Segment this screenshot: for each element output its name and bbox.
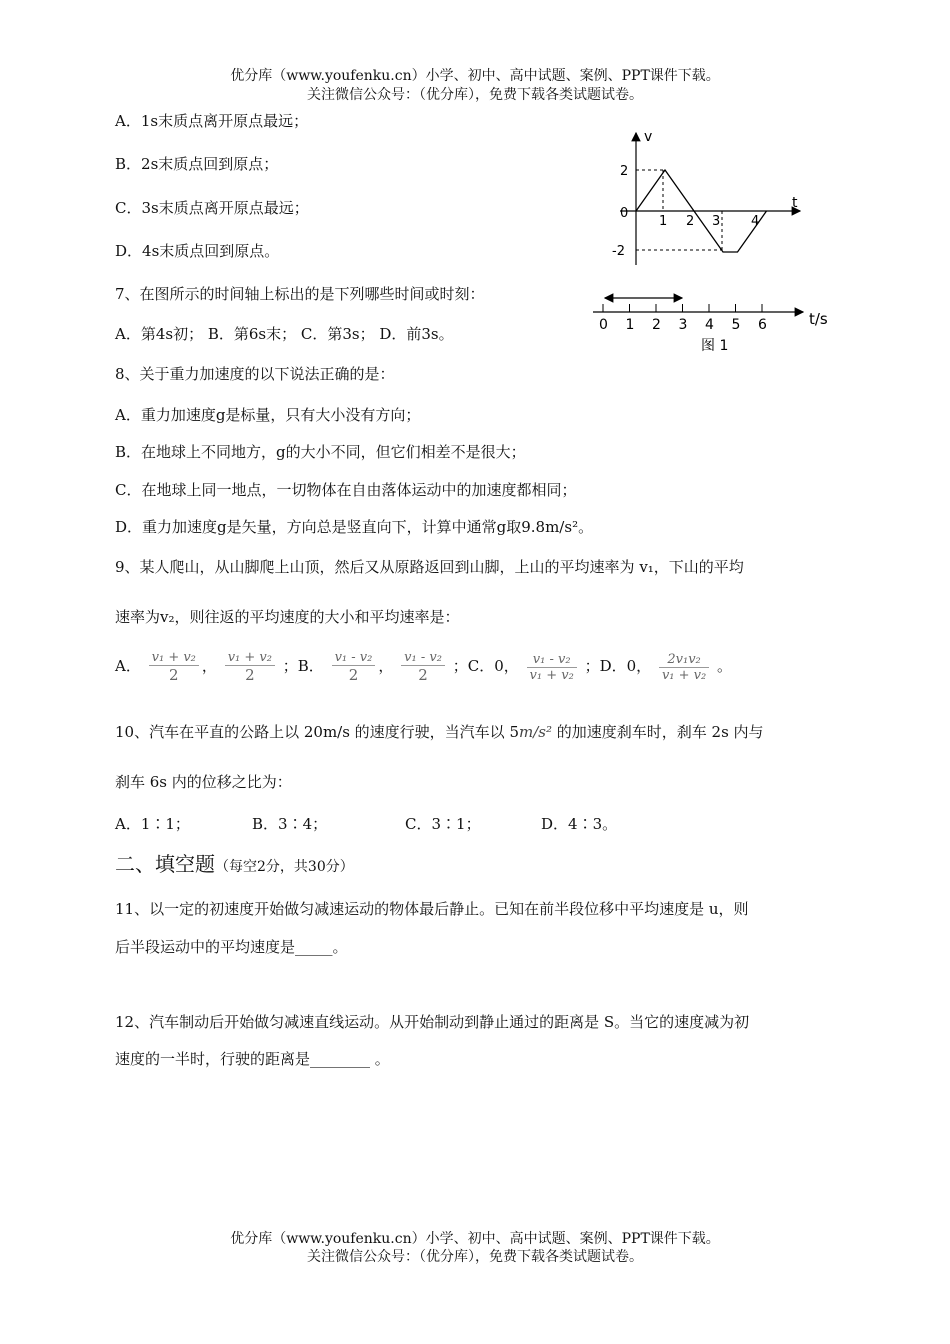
q10-option-a: A．1∶1； [115, 815, 190, 833]
timeline-ticks [599, 304, 767, 333]
q7-options: A．第4s初； B．第6s末； C．第3s； D．前3s。 [115, 325, 454, 343]
q9-c-frac: $\frac{\text{v₁ - v₂}}{\text{v₁ + v₂}}$ [527, 652, 577, 683]
timeline-tick-label: 1 [625, 317, 635, 333]
y-tick-2: 2 [620, 164, 629, 179]
q9-options: A． $\frac{\text{v₁ + v₂}}{2}$ ， $\frac{\text{v₁ + v₂}}{2}$ ；B． $\frac{\text{v₁ - v₂}}{2}$ ， $\frac{\text{v₁ - v₂}}{2}$ ；C．0， $\frac{\text{v₁ - v₂}}{\text{v₁ + v₂}}$ ；D．0， $\frac{\text{2v₁v₂}}{\text{v₁ + v₂}}$ 。 [115, 650, 733, 684]
q9-b-frac-2: $\frac{\text{v₁ - v₂}}{2}$ [401, 650, 445, 684]
timeline-tick-label: 5 [731, 317, 741, 333]
q9-b-frac-1: $\frac{\text{v₁ - v₂}}{2}$ [332, 650, 376, 684]
timeline-figure [585, 288, 835, 360]
q6-option-d: D．4s末质点回到原点。 [115, 242, 280, 260]
q10-line-1: 10、汽车在平直的公路上以 20m/s 的速度行驶，当汽车以 5m/s² 的加速度刹车时，刹车 2s 内与 [115, 723, 764, 741]
q12-line-2: 速度的一半时，行驶的距离是________ 。 [115, 1050, 390, 1068]
timeline-caption: 图 1 [701, 338, 729, 354]
q8-option-b: B．在地球上不同地方，g的大小不同，但它们相差不是很大； [115, 443, 526, 461]
q9-label-a: A． [115, 657, 141, 675]
section-title: 二、填空题（每空2分，共30分） [115, 852, 354, 876]
q10-option-b: B．3∶4； [252, 815, 328, 833]
timeline-tick-label: 3 [678, 317, 688, 333]
q9-label-b: ；B． [282, 657, 324, 675]
q10-option-d: D．4∶3。 [541, 815, 618, 833]
t-axis-label: t [792, 195, 798, 211]
timeline-tick-label: 4 [705, 317, 714, 333]
q11-line-2: 后半段运动中的平均速度是_____。 [115, 938, 348, 956]
timeline-unit: t/s [809, 310, 828, 328]
q9-line-1: 9、某人爬山，从山脚爬上山顶，然后又从原路返回到山脚，上山的平均速率为 v₁，下山的平均 [115, 558, 744, 576]
q6-option-a: A．1s末质点离开原点最远； [115, 112, 309, 130]
q9-line-2: 速率为v₂，则往返的平均速度的大小和平均速率是： [115, 608, 460, 626]
q8-text: 8、关于重力加速度的以下说法正确的是： [115, 365, 395, 383]
timeline-tick-label: 6 [758, 317, 767, 333]
q12-line-1: 12、汽车制动后开始做匀减速直线运动。从开始制动到静止通过的距离是 S。当它的速度减为初 [115, 1013, 750, 1031]
footer-line-1: 优分库（www.youfenku.cn）小学、初中、高中试题、案例、PPT课件下载。 [230, 1231, 720, 1247]
q8-option-d: D．重力加速度g是矢量，方向总是竖直向下，计算中通常g取9.8m/s²。 [115, 518, 594, 536]
v-axis-label: v [644, 129, 653, 145]
x-tick-1: 1 [659, 214, 668, 229]
q6-option-c: C．3s末质点离开原点最远； [115, 199, 309, 217]
q10-option-c: C．3∶1； [405, 815, 481, 833]
q9-label-c: ；C．0， [452, 657, 519, 675]
header-line-2: 关注微信公众号：（优分库），免费下载各类试题试卷。 [307, 87, 643, 103]
q11-line-1: 11、以一定的初速度开始做匀减速运动的物体最后静止。已知在前半段位移中平均速度是 u，则 [115, 900, 749, 918]
x-tick-4: 4 [751, 214, 760, 229]
q8-option-a: A．重力加速度g是标量，只有大小没有方向； [115, 406, 421, 424]
q7-text: 7、在图所示的时间轴上标出的是下列哪些时间或时刻： [115, 285, 485, 303]
q10-line-2: 刹车 6s 内的位移之比为： [115, 773, 292, 791]
q9-a-frac-2: $\frac{\text{v₁ + v₂}}{2}$ [225, 650, 275, 684]
x-tick-2: 2 [686, 214, 695, 229]
q9-d-frac: $\frac{\text{2v₁v₂}}{\text{v₁ + v₂}}$ [659, 652, 709, 683]
q6-option-b: B．2s末质点回到原点； [115, 155, 279, 173]
header-line-1: 优分库（www.youfenku.cn）小学、初中、高中试题、案例、PPT课件下载。 [230, 68, 720, 84]
footer-line-2: 关注微信公众号：（优分库），免费下载各类试题试卷。 [307, 1249, 643, 1265]
timeline-tick-label: 2 [652, 317, 661, 333]
y-tick-neg2: -2 [612, 244, 625, 259]
q9-a-frac-1: $\frac{\text{v₁ + v₂}}{2}$ [149, 650, 199, 684]
q9-label-d: ；D．0， [584, 657, 652, 675]
x-tick-3: 3 [712, 214, 721, 229]
q8-option-c: C．在地球上同一地点，一切物体在自由落体运动中的加速度都相同； [115, 481, 577, 499]
y-tick-0: 0 [620, 206, 629, 221]
vt-graph [600, 125, 820, 270]
timeline-tick-label: 0 [599, 317, 608, 333]
